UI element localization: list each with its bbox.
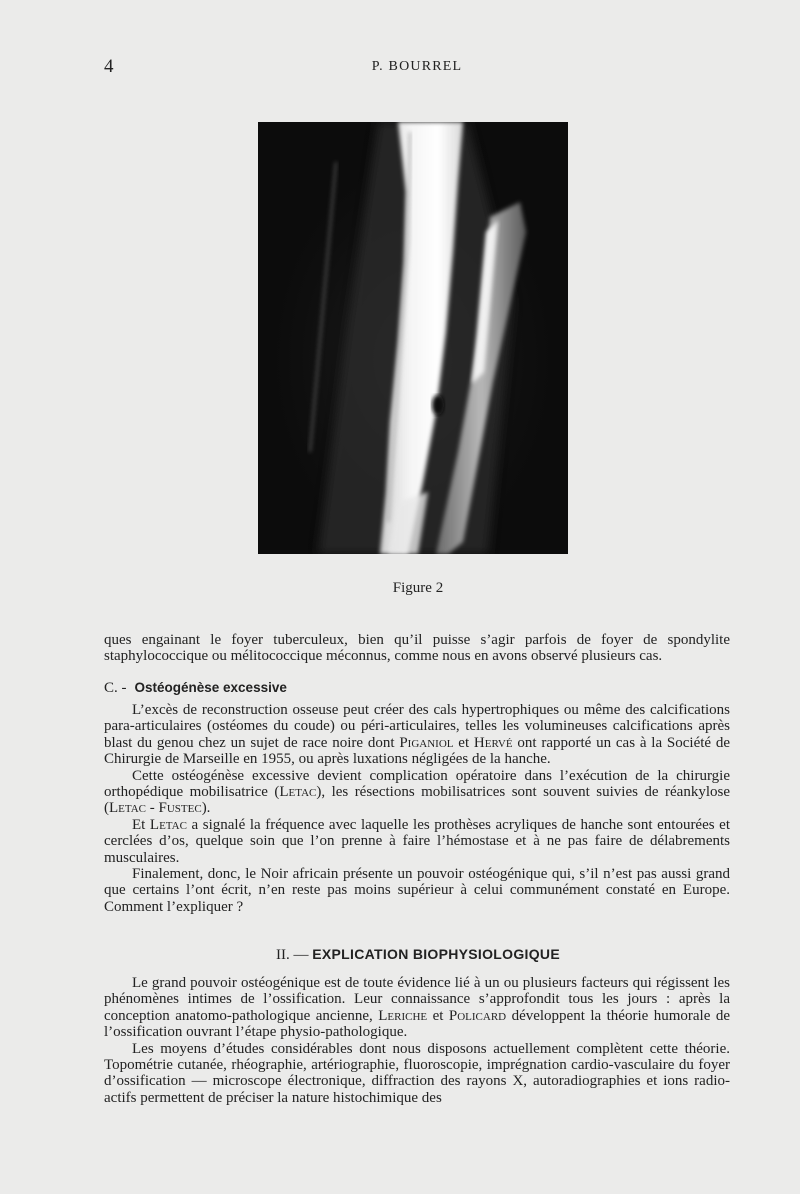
author-name: Letac xyxy=(149,816,187,833)
section-c-heading xyxy=(104,680,287,697)
section-ii-paragraph-2: Les moyens d’études considérables dont nous disposons actuellement complètent cette théorie. Topométrie cutanée, rhéographie, artériographie, fluoroscopie, imprégnation cardio-vasculaire du foyer d’ossification — microscope électronique, diffraction des rayons X, autoradiographies et ions radio-actifs permettent de préciser la nature histochimique des xyxy=(104,1040,730,1106)
author-name: Piganiol xyxy=(399,734,454,751)
author-name: Letac xyxy=(279,784,317,801)
section-c-paragraph-1: L’excès de reconstruction osseuse peut créer des cals hypertrophiques ou même des calcifications para-articulaires (ostéomes du coude) ou péri-articulaires, telles les volumineuses calcifications après blast du genou chez un sujet de race noire dont Piganiol et Hervé ont rapporté un cas à la Société de Chirurgie de Marseille en 1955, ou après luxations négligées de la hanche. xyxy=(104,702,731,768)
section-ii-paragraph-1: Le grand pouvoir ostéogénique est de toute évidence lié à un ou plusieurs facteurs qui régissent les phénomènes intimes de l’ossification. Leur connaissance s’approfondit tous les jours : après la conception anatomo-pathologique ancienne, Leriche et Policard développent la théorie humorale de l’ossification ouvrant l’étape physio-pathologique. xyxy=(104,975,731,1041)
author-name: Leriche xyxy=(378,1007,428,1024)
section-ii-title: EXPLICATION BIOPHYSIOLOGIQUE xyxy=(312,946,560,962)
continuation-paragraph xyxy=(104,632,730,665)
section-c-paragraph-4: Finalement, donc, le Noir africain présente un pouvoir ostéogénique qui, s’il n’est pas aussi grand que certains l’ont écrit, n’en reste pas moins supérieur à celui communément constaté en Europe. Comment l’expliquer ? xyxy=(104,866,730,915)
author-name: Hervé xyxy=(473,734,513,751)
author-name: Policard xyxy=(448,1007,507,1024)
radiograph-image xyxy=(258,122,568,554)
figure-caption: Figure 2 xyxy=(392,580,444,596)
author-name: Letac - Fustec xyxy=(109,800,202,817)
running-head: P. BOURREL xyxy=(371,59,463,74)
radiograph-figure xyxy=(258,122,568,554)
section-c-title: Ostéogénèse excessive xyxy=(134,680,287,695)
section-c-paragraph-3: Et Letac a signalé la fréquence avec laquelle les prothèses acryliques de hanche sont entourées et cerclées d’os, quelque soin que l’on prenne à faire l’hémostase et à ne pas faire de délabrements musculaires. xyxy=(104,816,730,866)
section-ii-label: II. — xyxy=(276,947,309,963)
section-c-paragraph-2: Cette ostéogénèse excessive devient complication opératoire dans l’exécution de la chirurgie orthopédique mobilisatrice (Letac), les résections mobilisatrices sont souvent suivies de réankylose (Letac - Fustec). xyxy=(104,767,730,817)
continuation-text: ques engainant le foyer tuberculeux, bien qu’il puisse s’agir parfois de foyer de spondylite staphylococcique ou mélitococcique méconnus, comme nous en avons observé plusieurs cas. xyxy=(104,632,730,665)
section-c-body xyxy=(104,702,730,915)
section-ii-heading xyxy=(0,946,800,964)
section-ii-body xyxy=(104,975,730,1106)
page-number: 4 xyxy=(104,56,114,77)
page-header xyxy=(104,56,730,78)
section-c-label: C. - xyxy=(104,680,127,696)
